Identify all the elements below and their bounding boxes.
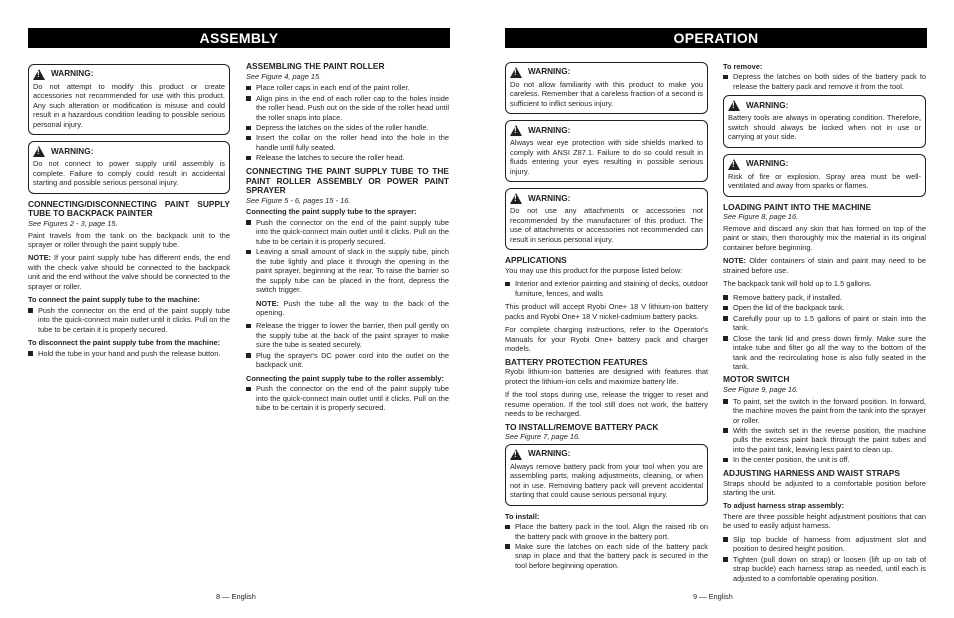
warning-box	[723, 154, 926, 197]
subheading: Connecting the paint supply tube to the roller assembly:	[246, 373, 444, 383]
figure-reference: See Figure 9, page 16.	[723, 385, 799, 395]
column-2	[246, 58, 449, 417]
list-item: Depress the latches on both sides of the battery pack to release the battery pack and remove it from the tool.	[723, 72, 926, 91]
note-text: Push the tube all the way to the back of the opening.	[256, 298, 449, 317]
subheading: Connecting the paint supply tube to the sprayer:	[246, 207, 417, 217]
page-number-left: 8 — English	[216, 592, 256, 601]
list-item: In the center position, the unit is off.	[723, 455, 926, 464]
warning-box	[505, 62, 708, 114]
list-item: Depress the latches on the sides of the roller handle.	[246, 123, 449, 132]
figure-reference: See Figures 2 - 3, page 15.	[28, 219, 118, 229]
note-label: NOTE:	[256, 298, 279, 308]
subheading: To adjust harness strap assembly:	[723, 501, 845, 511]
note-text: If your paint supply tube has different ends, the end with the check valve should be connected to the backpack unit and the end without the valve should be connected to the sprayer or roller.	[28, 253, 230, 291]
list-item: Open the lid of the backpack tank.	[723, 303, 926, 312]
paragraph: Paint travels from the tank on the backpack unit to the sprayer or roller through the paint supply tube.	[28, 230, 230, 249]
section-heading: CONNECTING/DISCONNECTING PAINT SUPPLY TUBE TO BACKPACK PAINTER	[28, 198, 230, 219]
section-heading: TO INSTALL/REMOVE BATTERY PACK	[505, 421, 659, 432]
warning-icon	[510, 67, 522, 78]
paragraph: For complete charging instructions, refer to the Operator's Manuals for your Ryobi One+ battery pack and charger models.	[505, 325, 708, 354]
subheading: To install:	[505, 511, 540, 521]
warning-label: WARNING:	[528, 125, 571, 135]
operation-header: OPERATION	[505, 28, 927, 48]
section-heading: APPLICATIONS	[505, 255, 567, 266]
column-4	[723, 62, 926, 587]
figure-reference: See Figure 4, page 15.	[246, 71, 322, 81]
section-heading: ADJUSTING HARNESS AND WAIST STRAPS	[723, 467, 900, 478]
list-item: Plug the sprayer's DC power cord into the outlet on the backpack unit.	[246, 351, 449, 370]
warning-icon	[33, 69, 45, 80]
warning-label: WARNING:	[528, 448, 571, 458]
list-item: Push the connector on the end of the paint supply tube into the quick-connect main outlet until it clicks. Pull on the tube to be certain it is properly secured.	[28, 306, 230, 334]
warning-icon	[728, 159, 740, 170]
list-item: Push the connector on the end of the paint supply tube into the quick-connect main outlet until it clicks. Pull on the tube to be certain it is properly secured.	[246, 218, 449, 246]
warning-text: Do not allow familiarity with this product to make you careless. Remember that a careless fraction of a second is sufficient to inflict serious injury.	[510, 80, 703, 108]
list-item: Release the latches to secure the roller head.	[246, 153, 449, 162]
warning-icon	[728, 100, 740, 111]
page-number-right: 9 — English	[693, 592, 733, 601]
figure-reference: See Figure 8, page 16.	[723, 212, 799, 222]
warning-label: WARNING:	[746, 100, 789, 110]
figure-reference: See Figure 7, page 16.	[505, 432, 581, 442]
warning-text: Risk of fire or explosion. Spray area must be well-ventilated and away from sparks or flames.	[728, 171, 921, 191]
warning-label: WARNING:	[746, 159, 789, 169]
warning-label: WARNING:	[528, 193, 571, 203]
list-item: To paint, set the switch in the forward position. In forward, the machine moves the paint from the tank into the sprayer or roller.	[723, 397, 926, 425]
list-item: Interior and exterior painting and staining of decks, outdoor furniture, fences, and walls	[505, 279, 708, 298]
list-item: Insert the collar on the roller head into the hole in the handle until fully seated.	[246, 133, 449, 152]
warning-text: Do not use any attachments or accessories not recommended by the manufacturer of this product. The use of attachments or accessories not recommended can result in serious personal injury.	[510, 206, 703, 244]
list-item: Slip top buckle of harness from adjustment slot and position to desired height position.	[723, 535, 926, 554]
paragraph: There are three possible height adjustment positions that can be used to easily adjust harness.	[723, 511, 926, 531]
subheading: To connect the paint supply tube to the machine:	[28, 295, 200, 305]
subheading: To disconnect the paint supply tube from the machine:	[28, 338, 221, 348]
warning-box	[505, 120, 708, 182]
warning-box	[28, 64, 230, 135]
list-item: Close the tank lid and press down firmly. Make sure the intake tube and filter go all the way to the bottom of the tank and the recirculating hose is also fully seated in the tank.	[723, 334, 926, 372]
warning-text: Battery tools are always in operating condition. Therefore, switch should always be locked when not in use or carrying at your side.	[728, 113, 921, 142]
section-heading: CONNECTING THE PAINT SUPPLY TUBE TO THE PAINT ROLLER ASSEMBLY OR POWER PAINT SPRAYER	[246, 165, 449, 196]
list-item: Carefully pour up to 1.5 gallons of paint or stain into the tank.	[723, 314, 926, 333]
paragraph: Ryobi lithium-ion batteries are designed with features that protect the lithium-ion cells and maximize battery life.	[505, 367, 708, 386]
paragraph: If the tool stops during use, release the trigger to reset and resume operation. If the tool still does not work, the battery needs to be recharged.	[505, 390, 708, 419]
paragraph: The backpack tank will hold up to 1.5 gallons.	[723, 279, 872, 289]
section-heading: LOADING PAINT INTO THE MACHINE	[723, 201, 872, 212]
note-text: Older containers of stain and paint may need to be strained before use.	[723, 256, 926, 275]
warning-icon	[510, 193, 522, 204]
note-label: NOTE:	[28, 253, 51, 263]
section-heading: BATTERY PROTECTION FEATURES	[505, 356, 648, 367]
list-item: Align pins in the end of each roller cap to the holes inside the roller head. Push out on the side of the roller head until the roller snaps into place.	[246, 94, 449, 122]
list-item: Remove battery pack, if installed.	[723, 293, 926, 302]
section-heading: MOTOR SWITCH	[723, 374, 790, 385]
paragraph: Straps should be adjusted to a comfortable position before starting the unit.	[723, 478, 926, 497]
warning-label: WARNING:	[51, 69, 94, 79]
list-item: Make sure the latches on each side of the battery pack snap in place and that the battery pack is secured in the tool before beginning operation.	[505, 542, 708, 570]
column-1	[28, 64, 230, 362]
subheading: To remove:	[723, 62, 763, 71]
list-item: With the switch set in the reverse position, the machine pulls the excess paint back through the paint tubes and into the paint tank, leaving less paint to clean up.	[723, 426, 926, 454]
warning-text: Do not attempt to modify this product or create accessories not recommended for use with this product. Any such alteration or modification is misuse and could result in a hazardous condition leading to possible serious personal injury.	[33, 82, 225, 129]
warning-box	[28, 141, 230, 193]
list-item: Tighten (pull down on strap) or loosen (lift up on tab of strap buckle) each harness strap as needed, until each is adjusted to a comfortable operating position.	[723, 555, 926, 583]
warning-icon	[33, 146, 45, 157]
note	[723, 256, 926, 275]
list-item: Leaving a small amount of slack in the supply tube, pinch the tube lightly and place it through the opening in the paint sprayer, beginning at the rear. To raise the barrier so the supply tube can be placed in the front, depress the switch trigger.	[246, 247, 449, 294]
list-item: Place the battery pack in the tool. Align the raised rib on the battery pack with groove in the battery port.	[505, 522, 708, 541]
paragraph: This product will accept Ryobi One+ 18 V lithium-ion battery packs and Ryobi One+ 18 V nickel-cadmium battery packs.	[505, 302, 708, 321]
warning-label: WARNING:	[51, 146, 94, 156]
warning-icon	[510, 125, 522, 136]
warning-text: Always wear eye protection with side shields marked to comply with ANSI Z87.1. Failure to do so could result in fluids entering your eyes resulting in possible serious injury.	[510, 138, 703, 176]
warning-box	[723, 95, 926, 147]
figure-reference: See Figure 5 - 6, pages 15 - 16.	[246, 195, 351, 205]
warning-icon	[510, 449, 522, 460]
warning-label: WARNING:	[528, 67, 571, 77]
note	[28, 253, 230, 291]
warning-text: Do not connect to power supply until assembly is complete. Failure to comply could result in accidental starting and possible serious personal injury.	[33, 159, 225, 188]
list-item: Place roller caps in each end of the paint roller.	[246, 83, 449, 92]
paragraph: You may use this product for the purpose listed below:	[505, 265, 683, 275]
list-item: Push the connector on the end of the paint supply tube into the quick-connect main outlet until it clicks. Pull on the tube to be certain it is properly secured.	[246, 384, 449, 412]
list-item: Release the trigger to lower the barrier, then pull gently on the supply tube at the back of the paint sprayer to make sure the tube is seated securely.	[246, 321, 449, 349]
warning-box	[505, 444, 708, 506]
list-item: Hold the tube in your hand and push the release button.	[28, 349, 230, 358]
warning-box	[505, 188, 708, 250]
note-label: NOTE:	[723, 256, 746, 266]
assembly-header: ASSEMBLY	[28, 28, 450, 48]
note	[246, 299, 449, 318]
column-3	[505, 62, 708, 574]
paragraph: Remove and discard any skin that has formed on top of the paint or stain, then thoroughly mix the material in its original container before beginning.	[723, 223, 926, 252]
section-heading: ASSEMBLING THE PAINT ROLLER	[246, 61, 385, 71]
warning-text: Always remove battery pack from your tool when you are assembling parts, making adjustments, cleaning, or when not in use. Removing battery pack will prevent accidental starting that could cause serious personal injury.	[510, 461, 703, 500]
